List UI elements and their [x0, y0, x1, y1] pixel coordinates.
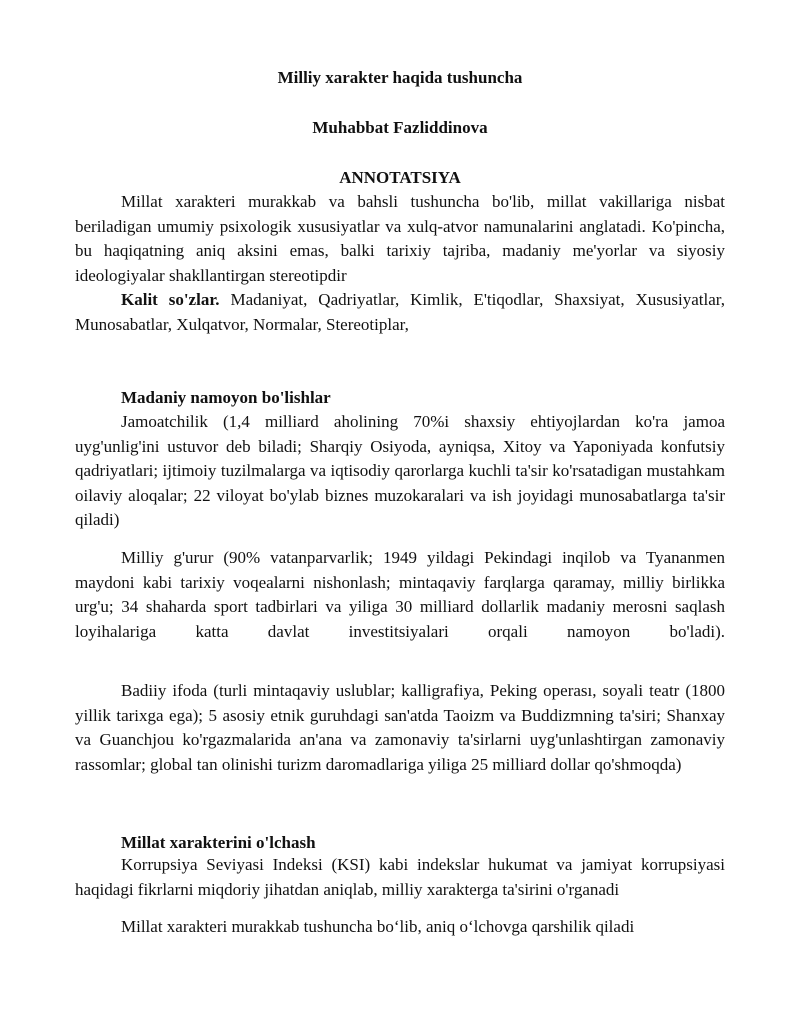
author-name: Muhabbat Fazliddinova [312, 118, 488, 137]
section-heading-measuring: Millat xarakterini o'lchash [121, 833, 316, 852]
section1-paragraph: Milliy g'urur (90% vatanparvarlik; 1949 yildagi Pekindagi inqilob va Tyananmen maydoni kabi tarixiy voqealarni nishonlash; mintaqaviy farqlarga qaramay, milliy birlikka urg'u; 34 shaharda sport tadbirlari va yiliga 30 milliard dollarlik madaniy merosni saqlash loyihalariga katta davlat investitsiyalari orqali namoyon bo'ladi). [75, 548, 725, 641]
section-heading-cultural: Madaniy namoyon bo'lishlar [121, 388, 331, 407]
section1-paragraph-1-block [75, 410, 725, 533]
annotation-heading: ANNOTATSIYA [339, 168, 461, 187]
keywords-label: Kalit so'zlar. [121, 290, 220, 309]
document-title: Milliy xarakter haqida tushuncha [277, 68, 523, 87]
section1-paragraph-3-block [75, 679, 725, 777]
section1-paragraph: Jamoatchilik (1,4 milliard aholining 70%i shaxsiy ehtiyojlardan ko'ra jamoa uyg'unlig'ini ustuvor deb biladi; Sharqiy Osiyoda, ayniqsa, Xitoy va Yaponiyada konfutsiy qadriyatlari; ijtimoiy tuzilmalarga va iqtisodiy qarorlarga kuchli ta'sir ko'rsatadigan mustahkam oilaviy aloqalar; 22 viloyat bo'ylab biznes muzokaralari va ish joyidagi munosabatlarga ta'sir qiladi) [75, 412, 725, 529]
section1-paragraph: Badiiy ifoda (turli mintaqaviy uslublar; kalligrafiya, Peking operası, soyali teatr (1800 yillik tarixga ega); 5 asosiy etnik guruhdagi san'atda Taoizm va Buddizmning ta'siri; Shanxay va Guanchjou ko'rgazmalarida an'ana va zamonaviy ta'sirlarni uyg'unlashtirgan zamonaviy rassomlar; global tan olinishi turizm daromadlariga yiliga 25 milliard dollar qo'shmoqda) [75, 681, 725, 774]
section2-paragraph: Korrupsiya Seviyasi Indeksi (KSI) kabi indekslar hukumat va jamiyat korrupsiyasi haqidagi fikrlarni miqdoriy jihatdan aniqlab, milliy xarakterga ta'sirini o'rganadi [75, 855, 725, 899]
section2-paragraph: Millat xarakteri murakkab tushuncha bo‘lib, aniq o‘lchovga qarshilik qiladi [121, 917, 635, 936]
section2-paragraph-2-block [75, 915, 725, 940]
section1-paragraph-2-block [75, 546, 725, 644]
annotation-paragraph: Millat xarakteri murakkab va bahsli tushuncha bo'lib, millat vakillariga nisbat beriladigan umumiy psixologik xususiyatlar va xulq-atvor namunalarini anglatadi. Ko'pincha, bu haqiqatning aniq aksini emas, balki tarixiy tajriba, madaniy me'yorlar va siyosiy ideologiyalar shakllantirgan stereotipdir [75, 192, 725, 285]
keywords-list: Madaniyat, Qadriyatlar, Kimlik, E'tiqodlar, Shaxsiyat, Xususiyatlar, Munosabatlar, Xulqatvor, Normalar, Stereotiplar, [75, 290, 725, 334]
section2-paragraph-1-block [75, 853, 725, 902]
annotation-block [75, 190, 725, 337]
keywords-paragraph [75, 288, 725, 337]
